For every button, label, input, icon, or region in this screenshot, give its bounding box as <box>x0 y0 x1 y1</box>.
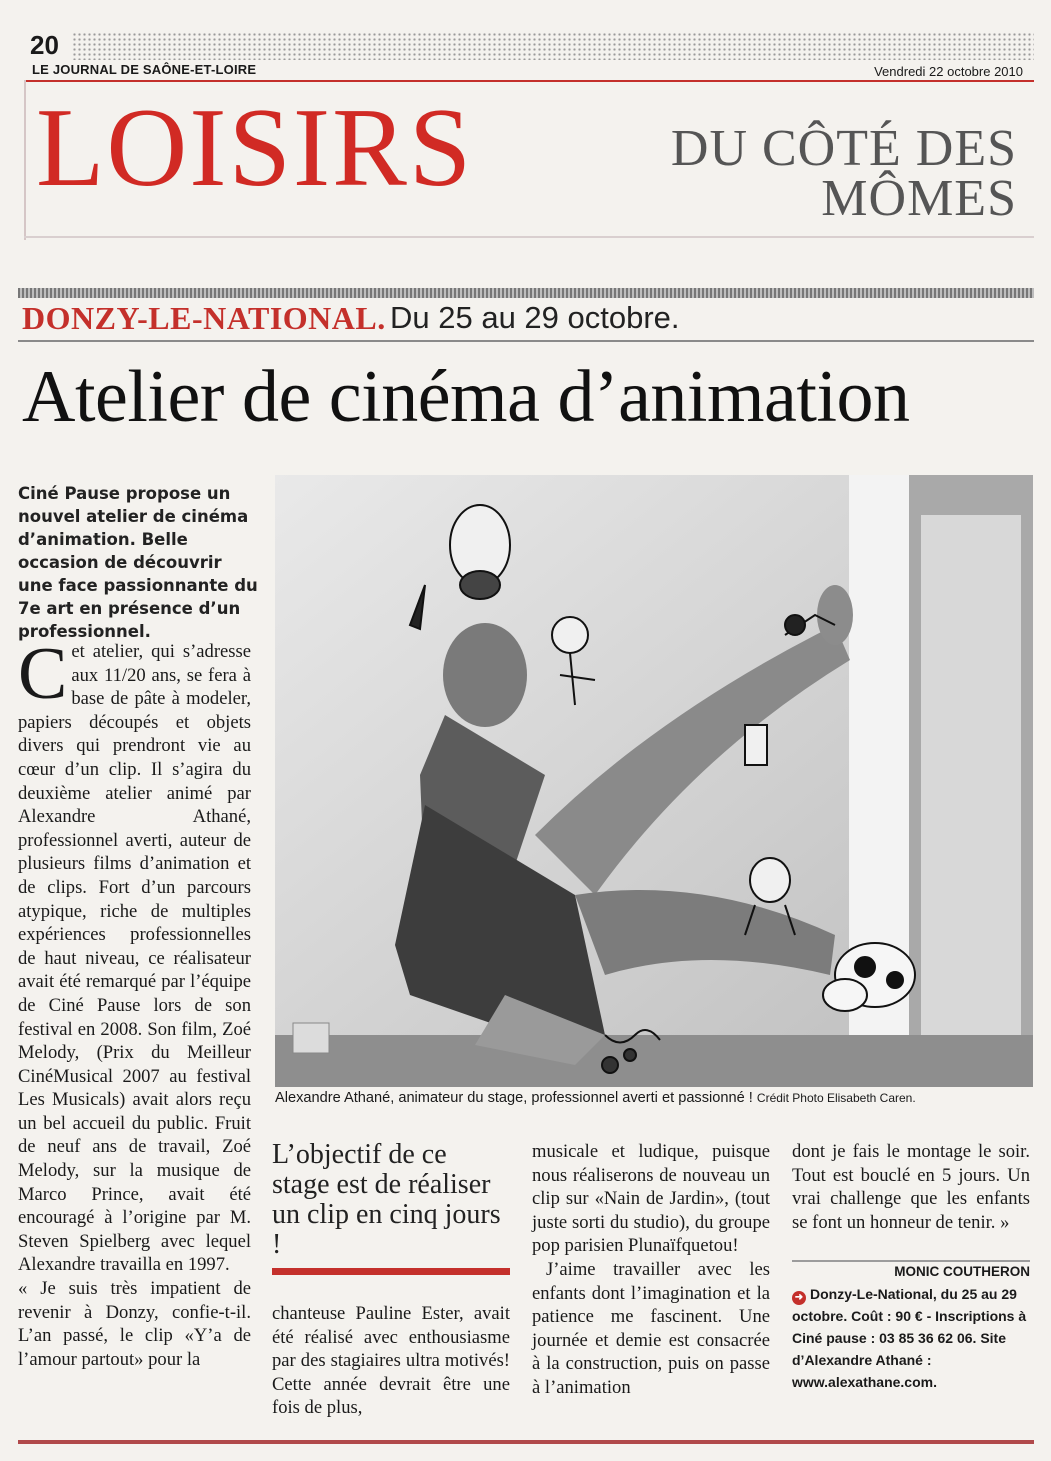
article-column-1 <box>18 633 251 1371</box>
article-dates: Du 25 au 29 octobre. <box>390 300 680 335</box>
article-locality: DONZY-LE-NATIONAL. <box>22 300 386 336</box>
article-column-4: dont je fais le montage le soir. Tout est bouclé en 5 jours. Un vrai challenge que les enfants se font un honneur de tenir. » <box>792 1141 1030 1233</box>
page-number: 20 <box>30 30 59 60</box>
article-lead: Ciné Pause propose un nouvel atelier de cinéma d’animation. Belle occasion de découvrir une face passionnante du 7e art en présence d’un professionnel. <box>18 484 258 641</box>
practical-info-text: Donzy-Le-National, du 25 au 29 octobre. Coût : 90 € - Inscriptions à Ciné pause : 03 85 36 62 06. Site d’Alexandre Athané : www.alexathane.com. <box>792 1286 1027 1390</box>
column-3-paragraph-2: J’aime travailler avec les enfants dont l’imagination et la patience me fascinent. Une journée et demie est consacrée à la construction, puis on passe à l’animation <box>532 1258 770 1398</box>
article-column-2: chanteuse Pauline Ester, avait été réalisé avec enthousiasme par des stagiaires ultra motivés! Cette année devrait être une fois de plus, <box>272 1303 510 1419</box>
pull-quote-rule <box>272 1268 510 1275</box>
section-band <box>18 288 1034 298</box>
caption-text: Alexandre Athané, animateur du stage, professionnel averti et passionné ! <box>275 1090 753 1106</box>
journal-name: LE JOURNAL DE SAÔNE-ET-LOIRE <box>32 62 257 77</box>
photo-caption <box>275 1090 1033 1106</box>
footer-rule <box>18 1440 1034 1444</box>
section-title: LOISIRS <box>36 86 474 210</box>
pull-quote: L’objectif de ce stage est de réaliser un clip en cinq jours ! <box>272 1139 501 1260</box>
arrow-right-icon: ➜ <box>792 1291 806 1305</box>
author-signature: MONIC COUTHERON <box>894 1264 1030 1279</box>
article-column-3 <box>532 1140 770 1400</box>
rubric-line-1: DU CÔTÉ DES <box>670 120 1017 177</box>
practical-info <box>792 1283 1028 1393</box>
article-photo <box>275 475 1033 1087</box>
header-rule <box>24 80 1034 82</box>
photo-illustration <box>275 475 1033 1087</box>
header-bottom-rule <box>24 236 1034 238</box>
rubric-line-2: MÔMES <box>821 170 1017 227</box>
header-frame <box>24 80 26 240</box>
issue-date: Vendredi 22 octobre 2010 <box>874 64 1023 79</box>
signature-rule <box>792 1260 1030 1262</box>
section-band-rule <box>18 340 1034 342</box>
column-1-paragraph-2: « Je suis très impatient de revenir à Donzy, confie-t-il. L’an passé, le clip «Y’a de l’amour partout» pour la <box>18 1278 251 1370</box>
rubric-title <box>670 120 1017 227</box>
column-1-paragraph-1: et atelier, qui s’adresse aux 11/20 ans, se fera à base de pâte à modeler, papiers découpés et objets divers qui prendront vie au cœur d’un clip. Il s’agira du deuxième atelier animé par Alexandre Athané, professionnel averti, auteur de plusieurs films d’animation et de clips. Fort d’un parcours atypique, riche de multiples expériences professionnelles de haut niveau, ce réalisateur avait été remarqué par l’équipe de Ciné Pause lors de son festival en 2008. Son film, Zoé Melody, (Prix du Meilleur CinéMusical 2007 au festival Les Musicals) avait alors reçu un bel accueil du public. Fruit de neuf ans de travail, Zoé Melody, sur la musique de Marco Prince, avait été encouragé à l’origine par M. Steven Spielberg avec lequel Alexandre travailla en 1997. <box>18 641 251 1276</box>
floor <box>275 1035 1033 1087</box>
article-headline: Atelier de cinéma d’animation <box>22 356 910 438</box>
wall-outlet <box>293 1023 329 1053</box>
photo-credit: Crédit Photo Elisabeth Caren. <box>756 1091 916 1105</box>
column-3-paragraph-1: musicale et ludique, puisque nous réaliserons de nouveau un clip sur «Nain de Jardin», (tout juste sorti du studio), du groupe pop parisien Plunaïfquetou! <box>532 1141 770 1257</box>
drop-cap: C <box>18 633 68 715</box>
dotted-header-strip <box>72 32 1034 60</box>
